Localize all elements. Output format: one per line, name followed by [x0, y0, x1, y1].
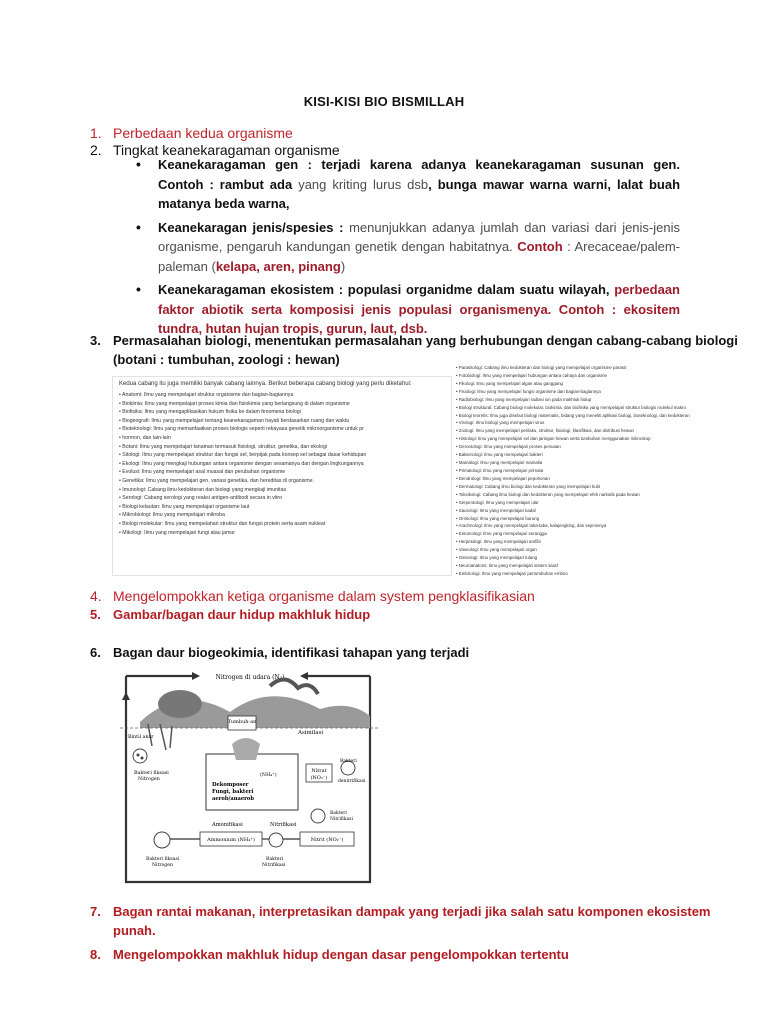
- branch-text: Biokimia: Ilmu yang mempelajari proses kimia dan fisiokimia yang berlangsung di dalam organisme: [122, 400, 350, 407]
- bullet-dot-icon: •: [456, 499, 459, 505]
- item-text-line: punah.: [113, 923, 156, 938]
- bullet-dot-icon: •: [119, 503, 123, 510]
- bullet-text: Keanekaragaman ekosistem : populasi organidme dalam suatu wilayah,: [158, 282, 615, 297]
- label-plants: Tumbuh-an: [227, 719, 257, 725]
- bullet-ecosystem-diversity: [134, 280, 680, 339]
- branch-list-item: [119, 434, 445, 443]
- branch-text: Dermatologi: Cabang ilmu biologi dan kedokteran yang mempelajari kulit: [458, 483, 600, 489]
- branch-list-item: [456, 435, 720, 443]
- bullet-dot-icon: •: [456, 483, 459, 489]
- label-denitrification: Bakteri: [340, 759, 357, 764]
- label-nitrifying-bacteria: Bakteri: [330, 811, 347, 816]
- label-fixation-bacteria-2: Nitrogen: [138, 777, 160, 782]
- bullet-dot-icon: •: [456, 420, 459, 426]
- branch-text: Ornitologi: Ilmu yang mempelajari burung: [458, 515, 540, 521]
- branch-list-item: [456, 380, 720, 388]
- branch-text: Gerontologi: Ilmu yang mempelajari proses penuaan: [458, 444, 561, 450]
- branch-list-item: [456, 451, 720, 459]
- bullet-dot-icon: •: [119, 392, 122, 398]
- bullet-dot-icon: •: [456, 467, 459, 473]
- branch-list-item: [119, 494, 445, 503]
- branch-list-item: [119, 486, 445, 495]
- branch-list-item: [456, 459, 720, 467]
- bullet-dot-icon: •: [136, 281, 141, 297]
- bullet-dot-icon: •: [456, 412, 459, 418]
- label-decomposer-3: aerob/anaerob: [212, 796, 254, 802]
- label-nitrate-2: (NO₃⁻): [310, 775, 328, 781]
- bullet-dot-icon: •: [136, 156, 141, 172]
- bullet-dot-icon: •: [456, 491, 459, 497]
- bullet-dot-icon: •: [136, 218, 141, 235]
- bullet-text-plain: : Arecaceae/palem-paleman (: [158, 239, 680, 274]
- biology-branches-right-panel: [452, 362, 724, 576]
- bullet-dot-icon: •: [456, 563, 459, 569]
- branch-text: Dendrologi: Ilmu yang mempelajari pepohonan: [458, 475, 550, 481]
- branch-list-item: [119, 503, 445, 512]
- branch-text: Osteologi: Ilmu yang mempelajari tulang: [458, 555, 538, 561]
- bullet-dot-icon: •: [456, 428, 459, 434]
- branch-text: Fotobiologi: Ilmu yang mempelajari hubungan antara cahaya dan organisme: [458, 372, 607, 378]
- branch-list-item: [119, 408, 445, 417]
- item-text: [113, 902, 711, 940]
- label-nitrification: Nitrifikasi: [270, 822, 297, 828]
- item-number: 8.: [90, 947, 101, 962]
- branch-list-item: [456, 419, 720, 427]
- bullet-text: Keanekaragaman gen : terjadi karena adanya keanekaragaman susunan gen. Contoh : rambut ada: [158, 157, 680, 192]
- bullet-dot-icon: •: [119, 452, 123, 459]
- item-text-line: Permasalahan biologi, menentukan permasalahan yang berhubungan dengan cabang-cabang biologi: [113, 333, 738, 348]
- branch-list-item: [119, 511, 445, 520]
- bacteria-icon: [311, 809, 325, 823]
- branch-text: Botani: Ilmu yang mempelajari tanaman termasuk fisiologi, struktur, genetika, dan ekologi: [122, 443, 327, 450]
- branch-text: Biologi struktural: Cabang biologi molekular, biokimia, dan biofisika yang mempelajari struktur biologis molekul makro: [458, 404, 686, 410]
- branch-list-item: [119, 443, 445, 452]
- bullet-dot-icon: •: [119, 434, 123, 441]
- item-number: 2.: [90, 142, 102, 158]
- bullet-dot-icon: •: [119, 409, 123, 416]
- branch-list-item: [456, 396, 720, 404]
- branch-text: Sitologi: Ilmu yang mempelajari struktur dan fungsi sel, berpijak pada konsep sel sebagai dasar kehidupan: [122, 452, 367, 459]
- bullet-dot-icon: •: [119, 495, 123, 502]
- branch-list-item: [456, 388, 720, 396]
- bullet-text-highlight: kelapa, aren, pinang: [215, 258, 341, 274]
- label-bottom-nitrifying-2: Nitrifikasi: [262, 863, 286, 868]
- bullet-dot-icon: •: [456, 380, 459, 386]
- branch-text: Zoologi: Ilmu yang mempelajari perilaku, struktur, fisiologi, klasifikasi, dan distribusi hewan: [458, 428, 634, 434]
- item-number: 1.: [90, 125, 102, 141]
- bullet-dot-icon: •: [119, 486, 123, 493]
- branch-list-item: [456, 530, 720, 538]
- bullet-dot-icon: •: [456, 507, 459, 513]
- branch-text: Radiobiologi: Ilmu yang mempelajari radiasi ion pada makhluk hidup: [458, 396, 592, 402]
- branch-list-item: [456, 515, 720, 523]
- branch-list-item: [119, 520, 445, 529]
- diversity-bullets: [134, 155, 680, 343]
- branch-text: Anatomi: Ilmu yang mempelajari struktur organisme dan bagian-bagiannya: [121, 392, 294, 398]
- branches-left-list: [119, 391, 445, 537]
- item-text: Gambar/bagan daur hidup makhluk hidup: [113, 607, 371, 622]
- bacteria-icon: [133, 749, 147, 763]
- bullet-text-highlight: perbedaan faktor abiotik serta komposisi jenis populasi organismenya. Contoh : ekositem tundra, hutan hujan tropis, gurun, laut, dsb.: [158, 282, 680, 336]
- branch-text: Mamalogi: Ilmu yang mempelajari mamalia: [458, 460, 543, 466]
- bullet-dot-icon: •: [456, 460, 459, 466]
- label-nitrogen-air: Nitrogen di udara (N₂): [215, 674, 285, 681]
- label-nitrifying-bacteria-2: Nitrifikasi: [330, 817, 353, 822]
- bullet-dot-icon: •: [119, 520, 123, 527]
- branch-text: Biologi molekular: Ilmu yang mempelahari struktur dan fungsi protein serta asam nukleat: [122, 520, 326, 527]
- bullet-dot-icon: •: [456, 388, 459, 394]
- branch-list-item: [456, 404, 720, 412]
- branch-list-item: [456, 427, 720, 435]
- biology-branches-left-panel: [112, 376, 452, 576]
- bullet-dot-icon: •: [119, 400, 123, 407]
- bullet-dot-icon: •: [119, 460, 123, 467]
- bullet-dot-icon: •: [456, 515, 459, 521]
- branch-text: Biogeografi: Ilmu yang mempelajari tentang keanekaragaman hayati berdasarkan ruang dan waktu: [122, 417, 350, 424]
- branch-text: Toksikologi: Cabang ilmu biologi dan kedokteran yang mempelajari efek narkotik pada hewan: [458, 491, 640, 497]
- item-number: 7.: [90, 904, 101, 919]
- branch-text: hormon, dan lain-lain: [122, 434, 171, 441]
- branch-list-item: [119, 460, 445, 469]
- branch-text: Biofisika: Ilmu yang mengaplikasikan hukum fisika ke dalam fenomena biologi: [122, 409, 301, 416]
- label-bottom-fixation-2: Nitrogen: [152, 863, 173, 868]
- bullet-dot-icon: •: [119, 477, 123, 484]
- branches-right-list: [456, 364, 720, 578]
- animal-illustration: [158, 690, 202, 718]
- label-nh4-small: (NH₄⁺): [260, 773, 277, 778]
- branch-text: Biologi kelautan: Ilmu yang mempelajari organisme laut: [122, 503, 250, 510]
- branch-text: Histologi: Ilmu yang mempelajari sel dan jaringan hewan serta tumbuhan menggunakan mikroskop: [458, 436, 651, 442]
- item-number: 6.: [90, 645, 101, 660]
- item-text: Bagan daur biogeokimia, identifikasi tahapan yang terjadi: [113, 645, 470, 660]
- item-text-line: (botani : tumbuhan, zoologi : hewan): [113, 352, 340, 367]
- branch-list-item: [456, 491, 720, 499]
- bullet-dot-icon: •: [119, 469, 123, 476]
- bullet-dot-icon: •: [456, 475, 459, 481]
- branch-text: Ekologi: Ilmu yang mengkaji hubungan antara organisme dengan sesamanya dan dengan lingkungannya: [122, 460, 364, 467]
- branch-list-item: [456, 483, 720, 491]
- branch-text: Embriologi: Ilmu yang mempelajari pertumbuhan embrio: [458, 570, 568, 576]
- bacteria-dot-icon: [137, 754, 140, 757]
- item-number: 5.: [90, 607, 101, 622]
- nitrogen-cycle-diagram: [120, 664, 380, 890]
- label-bottom-fixation: Bakteri fiksasi: [146, 857, 180, 862]
- branch-text: Serpentologi: Ilmu yang mempelajari ular: [458, 499, 539, 505]
- branch-list-item: [456, 522, 720, 530]
- branch-text: Biologi teoretis: Ilmu juga disebut biologi matematis, bidang yang meneliti aplikasi biologi, bioteknologi, dan kedokteran: [458, 412, 690, 418]
- branch-text: Fikologi: Ilmu yang mempelajari algae atau ganggang: [458, 380, 563, 386]
- label-assimilation: Asimilasi: [298, 730, 324, 736]
- bullet-dot-icon: •: [456, 396, 459, 402]
- branch-list-item: [119, 400, 445, 409]
- bullet-dot-icon: •: [456, 523, 459, 529]
- branch-list-item: [456, 570, 720, 578]
- bullet-dot-icon: •: [456, 365, 459, 370]
- bullet-text: Keanekaragan jenis/spesies :: [158, 219, 350, 235]
- branch-text: Mikologi: Ilmu yang mempelajari fungi atau jamur: [122, 529, 236, 536]
- item-text: Mengelompokkan ketiga organisme dalam system pengklasifikasian: [113, 588, 535, 604]
- branch-list-item: [456, 412, 720, 420]
- bacteria-icon: [269, 833, 283, 847]
- bullet-text-highlight: Contoh: [517, 239, 563, 254]
- branch-list-item: [456, 554, 720, 562]
- bullet-dot-icon: •: [456, 539, 459, 545]
- item-text: Perbedaan kedua organisme: [113, 125, 293, 141]
- branch-text: Entomologi: Ilmu yang mempelajari serangga: [458, 531, 547, 537]
- branch-list-item: [456, 538, 720, 546]
- bullet-dot-icon: •: [456, 570, 459, 576]
- label-root-nodule: Bintil akar: [128, 735, 154, 740]
- bullet-dot-icon: •: [119, 529, 123, 536]
- branch-list-item: [119, 391, 445, 400]
- bullet-dot-icon: •: [119, 512, 123, 519]
- label-bottom-nitrifying: Bakteri: [266, 857, 284, 862]
- bullet-text-plain: ): [340, 258, 346, 274]
- branch-list-item: [456, 364, 720, 372]
- branch-text: Bakteriologi: Ilmu yang mempelajari bakteri: [458, 452, 543, 458]
- branch-list-item: [456, 546, 720, 554]
- bullet-gene-diversity: [134, 155, 680, 214]
- page-title: KISI-KISI BIO BISMILLAH: [303, 94, 465, 109]
- branch-list-item: [456, 499, 720, 507]
- bacteria-dot-icon: [141, 757, 144, 760]
- branch-text: Bioteknologi: Ilmu yang memanfaatkan proses biologis seperti rekayasa genetik mikroorganisme untuk pr: [122, 426, 364, 433]
- branch-text: Fisiologi: Ilmu yang mempelajari fungsi organisme dan bagian-bagiannya: [458, 388, 601, 394]
- label-nitrite: Nitrit (NO₂⁻): [310, 837, 344, 843]
- branch-list-item: [119, 529, 445, 538]
- mushroom-illustration: [232, 738, 260, 760]
- branch-text: Virologi: Ilmu biologi yang mempelajari virus: [458, 420, 545, 426]
- bullet-dot-icon: •: [456, 436, 459, 442]
- bullet-dot-icon: •: [456, 555, 459, 561]
- item-text-line: Bagan rantai makanan, interpretasikan dampak yang terjadi jika salah satu komponen ekosistem: [113, 904, 711, 919]
- bullet-dot-icon: •: [119, 426, 123, 433]
- branch-list-item: [456, 372, 720, 380]
- bullet-species-diversity: [134, 218, 680, 277]
- bullet-dot-icon: •: [456, 404, 459, 410]
- branch-text: Mikrobiologi: Ilmu yang mempelajari mikroba: [122, 512, 225, 519]
- label-ammonium: Ammonium (NH₄⁺): [207, 837, 255, 843]
- branch-text: Primatologi: Ilmu yang mempelajari primata: [458, 467, 544, 473]
- branch-text: Arachnologi: Ilmu yang mempelajari laba-laba, kalajengking, dan sejenisnya: [458, 523, 607, 529]
- item-text: Mengelompokkan makhluk hidup dengan dasar pengelompokkan tertentu: [113, 947, 569, 962]
- branches-intro: Kedua cabang itu juga memiliki banyak cabang lainnya. Berikut beberapa cabang biologi yang perlu diketahui:: [119, 381, 412, 387]
- branch-text: Evolusi: Ilmu yang mempelajari asal muasal dan perubahan organisme: [122, 469, 286, 476]
- branch-text: Genetika: Ilmu yang mempelajari gen, variasi genetika, dan hereditas di organisme.: [122, 477, 315, 484]
- branch-text: Parasitologi: Cabang ilmu kedokteran dan biologi yang mempelajari organisme parasit: [458, 365, 627, 370]
- bullet-dot-icon: •: [119, 417, 123, 424]
- branch-list-item: [456, 475, 720, 483]
- branch-list-item: [119, 451, 445, 460]
- branch-text: Vaxeologi: Ilmu yang mempelajari organ: [458, 547, 537, 553]
- branch-list-item: [119, 477, 445, 486]
- bullet-dot-icon: •: [456, 372, 459, 378]
- item-number: 3.: [90, 333, 101, 348]
- bullet-dot-icon: •: [456, 452, 459, 458]
- nitrogen-cycle-svg: [120, 664, 380, 890]
- label-decomposer-2: Fungi, bakteri: [212, 789, 254, 795]
- label-denitrification-2: denitrifikasi: [338, 779, 366, 784]
- bullet-text: , bunga mawar warna warni, lalat buah matanya beda warna,: [158, 176, 681, 211]
- branch-list-item: [456, 562, 720, 570]
- bullet-text-plain: yang kriting lurus dsb: [298, 176, 429, 192]
- branch-list-item: [456, 443, 720, 451]
- branch-text: Serologi: Cabang serologi yang reaksi antigen-antibodi secara in vitro: [122, 495, 283, 502]
- branch-list-item: [119, 425, 445, 434]
- label-ammonification: Amonifikasi: [212, 822, 243, 828]
- bullet-text-plain: menunjukkan adanya jumlah dan variasi dari jenis-jenis organisme, pengaruh kandungan genetik dengan habitatnya.: [158, 219, 680, 254]
- item-number: 4.: [90, 588, 102, 604]
- branch-text: Saurologi: Ilmu yang mempelajari kadal: [458, 507, 536, 513]
- branch-text: Imunologi: Cabang ilmu kedokteran dan biologi yang mengkaji imunitas: [122, 486, 287, 493]
- label-nitrate: Nitrat: [311, 768, 327, 774]
- branch-list-item: [456, 507, 720, 515]
- bullet-dot-icon: •: [456, 531, 459, 537]
- bacteria-icon: [154, 832, 170, 848]
- item-text: Tingkat keanekaragaman organisme: [113, 142, 340, 158]
- branch-list-item: [119, 417, 445, 426]
- bullet-dot-icon: •: [119, 443, 123, 450]
- branch-text: Herpetologi: Ilmu yang mempelajari amfibi: [458, 539, 541, 545]
- bullet-dot-icon: •: [456, 444, 459, 450]
- bullet-dot-icon: •: [456, 547, 459, 553]
- label-decomposer: Dekomposer: [212, 782, 249, 788]
- branch-list-item: [119, 468, 445, 477]
- label-fixation-bacteria: Bakteri fiksasi: [134, 771, 169, 776]
- branch-text: Neuroanatomi: Ilmu yang mempelajari sistem saraf: [458, 563, 558, 569]
- branch-list-item: [456, 467, 720, 475]
